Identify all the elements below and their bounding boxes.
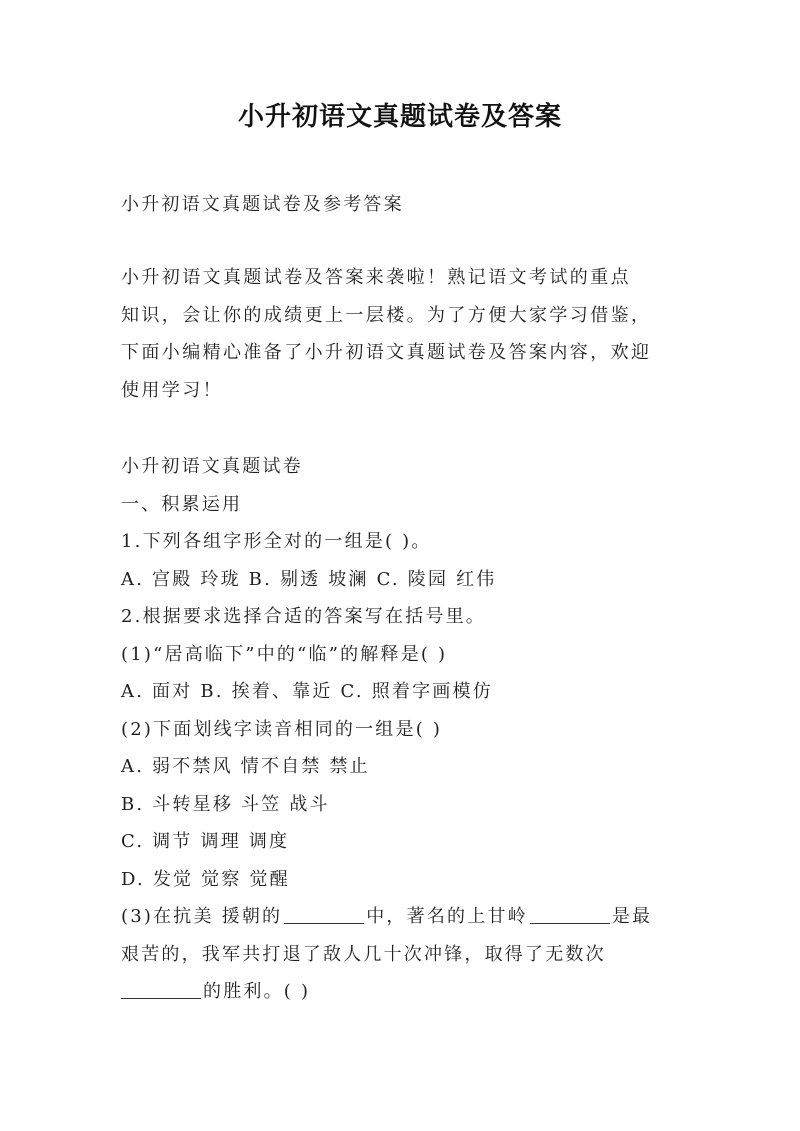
subtitle-line: 小升初语文真题试卷及参考答案 (121, 194, 404, 215)
question-1-options: A. 宫殿 玲珑 B. 剔透 坡澜 C. 陵园 红伟 (121, 568, 497, 590)
intro-line: 使用学习！ (121, 379, 223, 401)
answer-blank (284, 905, 364, 924)
intro-paragraph (121, 259, 691, 409)
part-title: 一、积累运用 (121, 493, 243, 515)
question-2-3-line-3 (121, 973, 691, 1011)
answer-blank (121, 980, 201, 999)
question-2-1: (1)“居高临下”中的“临”的解释是( ) (121, 643, 448, 665)
exam-body (121, 448, 691, 1011)
intro-line: 小升初语文真题试卷及答案来袭啦！熟记语文考试的重点 (121, 267, 631, 288)
question-2-1-options: A. 面对 B. 挨着、靠近 C. 照着字画模仿 (121, 681, 493, 702)
question-2-3-line-2: 艰苦的，我军共打退了敌人几十次冲锋，取得了无数次 (121, 943, 606, 965)
question-2-3-text: 是最 (611, 906, 653, 927)
question-2-3-text: (3)在抗美 援朝的 (121, 906, 283, 927)
answer-blank (530, 905, 610, 924)
section-title: 小升初语文真题试卷 (121, 456, 303, 477)
question-2-3-text: 的胜利。( ) (203, 981, 311, 1002)
intro-line: 知识，会让你的成绩更上一层楼。为了方便大家学习借鉴， (121, 304, 652, 326)
question-2-2-option-d: D. 发觉 觉察 觉醒 (121, 868, 290, 890)
page-title: 小升初语文真题试卷及答案 (237, 102, 562, 132)
question-2-2-option-c: C. 调节 调理 调度 (121, 831, 290, 852)
intro-line: 下面小编精心准备了小升初语文真题试卷及答案内容，欢迎 (121, 342, 652, 363)
document-subtitle (121, 186, 691, 224)
question-2-2-option-b: B. 斗转星移 斗笠 战斗 (121, 793, 330, 815)
question-2-3-text: 中，著名的上甘岭 (366, 906, 528, 927)
question-2: 2.根据要求选择合适的答案写在括号里。 (121, 606, 486, 627)
question-2-2: (2)下面划线字读音相同的一组是( ) (121, 718, 443, 740)
question-2-2-option-a: A. 弱不禁风 情不自禁 禁止 (121, 756, 370, 777)
question-2-3-line-1 (121, 898, 691, 936)
question-1: 1.下列各组字形全对的一组是( )。 (121, 531, 432, 552)
